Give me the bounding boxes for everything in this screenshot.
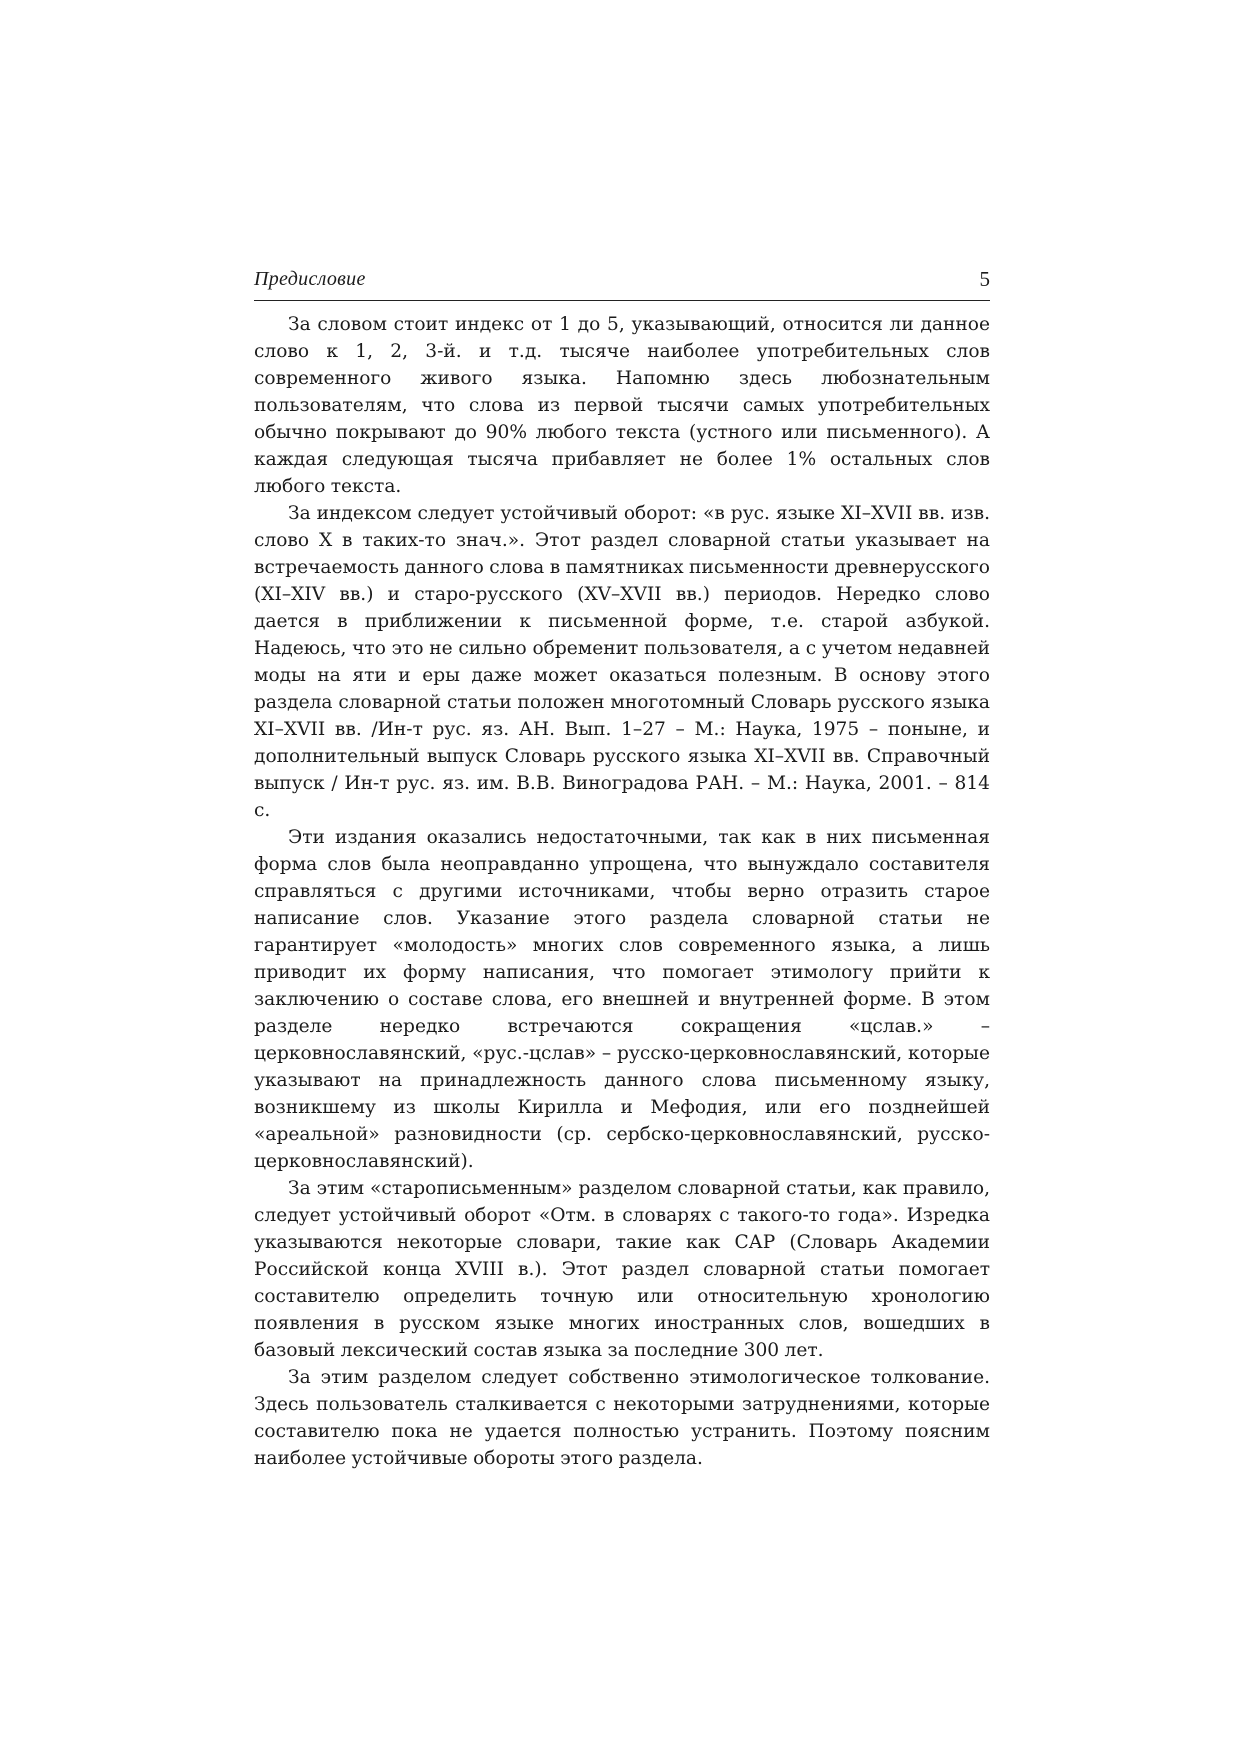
paragraph-etymology: За этим разделом следует собственно этимологическое толкование. Здесь пользователь сталкивается с некоторыми затруднениями, которые составителю пока не удается полностью устранить. Поэтому поясним наиболее устойчивые обороты этого раздела. bbox=[254, 1367, 990, 1469]
paragraph-dictionaries: За этим «старописьменным» разделом словарной статьи, как правило, следует устойчивый оборот «Отм. в словарях с такого-то года». Изредка указываются некоторые словари, такие как САР (Словарь Академии Российской конца XVIII в.). Этот раздел словарной статьи помогает составителю определить точную или относительную хронологию появления в русском языке многих иностранных слов, вошедших в базовый лексический состав языка за последние 300 лет. bbox=[254, 1178, 990, 1361]
page-header bbox=[254, 266, 990, 301]
paragraph-old-russian: За индексом следует устойчивый оборот: «в рус. языке XI–XVII вв. изв. слово X в таких-то знач.». Этот раздел словарной статьи указывает на встречаемость данного слова в памятниках письменности древнерусского (XI–XIV вв.) и старо-русского (XV–XVII вв.) периодов. Нередко слово дается в приближении к письменной форме, т.е. старой азбукой. Надеюсь, что это не сильно обременит пользователя, а с учетом недавней моды на яти и еры даже может оказаться полезным. В основу этого раздела словарной статьи положен многотомный Словарь русского языка XI–XVII вв. /Ин-т рус. яз. АН. Вып. 1–27 – М.: Наука, 1975 – поныне, и дополнительный выпуск Словарь русского языка XI–XVII вв. Справочный выпуск / Ин-т рус. яз. им. В.В. Виноградова РАН. – М.: Наука, 2001. – 814 с. bbox=[254, 503, 990, 821]
page-number: 5 bbox=[979, 267, 990, 291]
running-title: Предисловие bbox=[254, 268, 366, 290]
paragraph-editions: Эти издания оказались недостаточными, так как в них письменная форма слов была неоправданно упрощена, что вынуждало составителя справляться с другими источниками, чтобы верно отразить старое написание слов. Указание этого раздела словарной статьи не гарантирует «молодость» многих слов современного языка, а лишь приводит их форму написания, что помогает этимологу прийти к заключению о составе слова, его внешней и внутренней форме. В этом разделе нередко встречаются сокращения «цслав.» – церковнославянский, «рус.-цслав» – русско-церковнославянский, которые указывают на принадлежность данного слова письменному языку, возникшему из школы Кирилла и Мефодия, или его позднейшей «ареальной» разновидности (ср. сербско-церковнославянский, русско-церковнославянский). bbox=[254, 827, 990, 1172]
body-text bbox=[254, 311, 990, 1472]
paragraph-index: За словом стоит индекс от 1 до 5, указывающий, относится ли данное слово к 1, 2, 3-й. и т.д. тысяче наиболее употребительных слов современного живого языка. Напомню здесь любознательным пользователям, что слова из первой тысячи самых употребительных обычно покрывают до 90% любого текста (устного или письменного). А каждая следующая тысяча прибавляет не более 1% остальных слов любого текста. bbox=[254, 314, 990, 497]
